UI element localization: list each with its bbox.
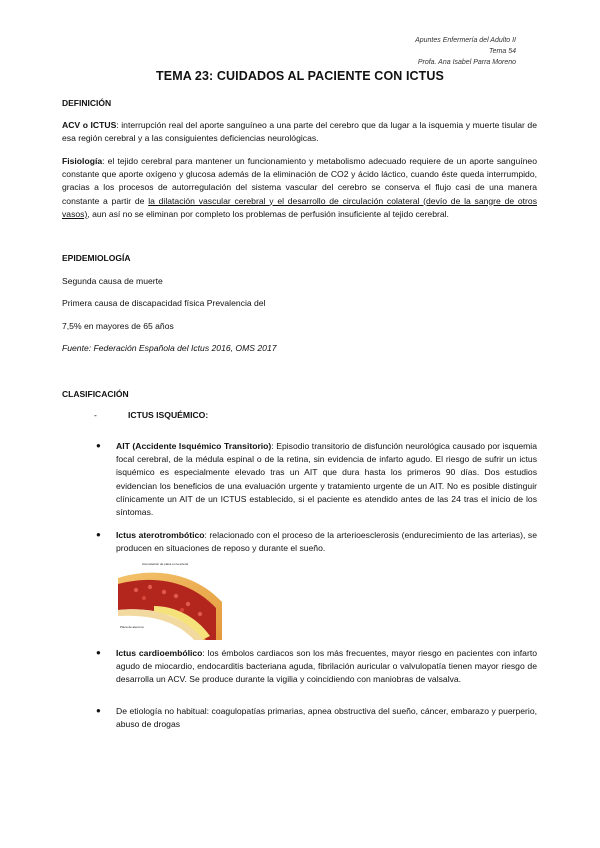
paragraph-aterotrombotico — [116, 529, 537, 555]
figure-label-bottom: Placa de ateroma — [120, 625, 144, 629]
term-fisiologia: Fisiología — [62, 156, 103, 166]
text-fisiologia: : el tejido cerebral para mantener un funcionamiento y metabolismo adecuado requiere de un aporte sanguíneo constante que aporte oxígeno y glucosa además de la eliminación de CO2 y ácido láctico, cuando éste queda interrumpido, gracias a los procesos de autorregulación del sistema vascular del cerebro se conserva el flujo casi de una manera constante a partir de — [62, 156, 537, 206]
heading-clasificacion: CLASIFICACIÓN — [62, 389, 129, 399]
subheading-ictus-isquemico: ICTUS ISQUÉMICO: — [128, 410, 209, 420]
artery-plaque-illustration — [116, 556, 224, 642]
term-aterotrombotico: Ictus aterotrombótico — [116, 530, 205, 540]
epi-source: Fuente: Federación Española del Ictus 2016, OMS 2017 — [62, 343, 277, 353]
bullet-icon: ● — [96, 648, 101, 657]
bullet-icon: ● — [96, 441, 101, 450]
blood-cell — [198, 612, 202, 616]
epi-line-1: Segunda causa de muerte — [62, 276, 163, 286]
paragraph-ait — [116, 440, 537, 519]
figure-label-top: Acumulación de placa en la arteria — [142, 562, 189, 566]
blood-cell — [174, 594, 178, 598]
epi-line-2: Primera causa de discapacidad física Prevalencia del — [62, 298, 266, 308]
text-fisiologia-underlined: la dilatación vascular cerebral y el desarrollo de circulación colateral (devío de la sangre de otros vasos) — [62, 195, 537, 219]
epi-line-3: 7,5% en mayores de 65 años — [62, 321, 174, 331]
header-course: Apuntes Enfermería del Adulto II — [415, 37, 516, 44]
term-ait: AIT (Accidente Isquémico Transitorio) — [116, 441, 272, 451]
blood-cell — [134, 588, 138, 592]
blood-cell — [186, 602, 190, 606]
text-cardioembolico: : los émbolos cardiacos son los más frecuentes, mayor riesgo en pacientes con infarto agudo de miocardio, endocarditis bacteriana aguda, fibrilación auricular o valvulopatía tienen mayor riesgo de desarrolla un ACV. Se produce durante la vigilia y coincidiendo con maniobras de valsalva. — [116, 648, 537, 685]
blood-cell — [148, 585, 152, 589]
paragraph-cardioembolico — [116, 647, 537, 687]
text-aterotrombotico: : relacionado con el proceso de la arterioesclerosis (endurecimiento de las arterias), se producen en situaciones de reposo y durante el sueño. — [116, 530, 537, 554]
heading-epidemiologia: EPIDEMIOLOGÍA — [62, 253, 131, 263]
header-topic: Tema 54 — [489, 48, 516, 55]
text-ait: : Episodio transitorio de disfunción neurológica causado por isquemia focal cerebral, de la médula espinal o de la retina, sin evidencia de infarto agudo. El riesgo de sufrir un ictus isquémico es especialmente elevado tras un AIT que dura hasta los primeros 90 días. Dos estudios evidencian los beneficios de una evaluación urgente y tratamiento urgente de un AIT. No es posible distinguir clínicamente un AIT de un ICTUS establecido, si el paciente es atendido antes de las 24 tras el inicio de los síntomas. — [116, 441, 537, 518]
page-title: TEMA 23: CUIDADOS AL PACIENTE CON ICTUS — [156, 69, 444, 83]
header-professor: Profa. Ana Isabel Parra Moreno — [417, 59, 516, 66]
paragraph-acv — [62, 119, 537, 145]
dash-marker: - — [94, 410, 97, 420]
blood-cell — [180, 608, 184, 612]
text-acv: : interrupción real del aporte sanguíneo a una parte del cerebro que da lugar a la isquemia y muerte tisular de esa región cerebral y a las consiguientes deficiencias neurológicas. — [62, 120, 537, 144]
term-cardioembolico: Ictus cardioembólico — [116, 648, 203, 658]
heading-definicion: DEFINICIÓN — [62, 98, 112, 108]
term-acv: ACV o ICTUS — [62, 120, 117, 130]
paragraph-fisiologia — [62, 155, 537, 221]
paragraph-etiologia-no-habitual: De etiología no habitual: coagulopatías primarias, apnea obstructiva del sueño, cáncer, embarazo y puerperio, abuso de drogas — [116, 706, 537, 730]
bullet-icon: ● — [96, 530, 101, 539]
blood-cell — [142, 596, 146, 600]
text-fisiologia-end: , aun así no se eliminan por completo los problemas de perfusión insuficiente al tejido cerebral. — [87, 208, 449, 219]
bullet-icon: ● — [96, 706, 101, 715]
blood-cell — [162, 590, 166, 594]
